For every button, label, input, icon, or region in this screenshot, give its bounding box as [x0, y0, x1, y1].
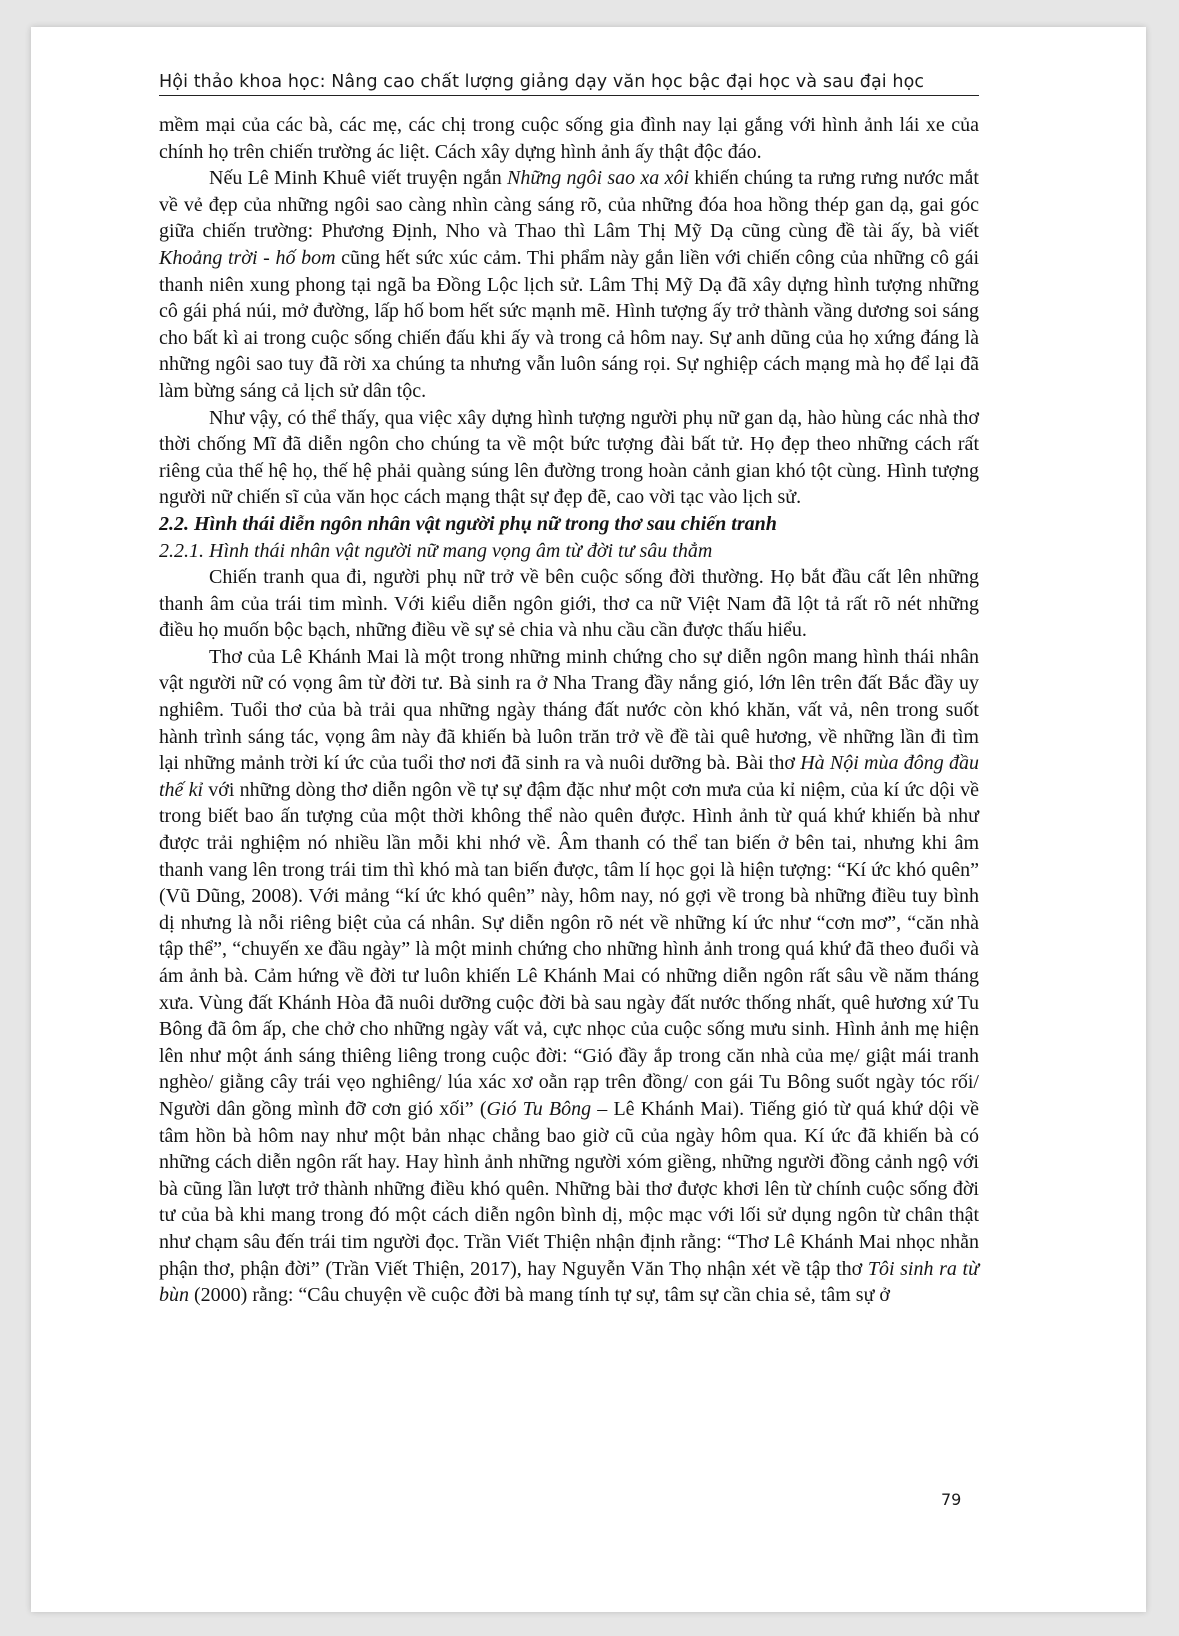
work-title: Những ngôi sao xa xôi	[507, 167, 690, 190]
body-text	[159, 112, 979, 1309]
header-rule	[159, 95, 979, 96]
work-title: Tôi sinh ra từ bùn	[159, 1257, 979, 1307]
work-title: Hà Nội mùa đông đầu thế kỉ	[159, 752, 979, 801]
work-title: Khoảng trời - hố bom	[159, 246, 336, 269]
paragraph-continued: mềm mại của các bà, các mẹ, các chị trong cuộc sống gia đình nay lại gắng với hình ảnh lái xe của chính họ trên chiến trường ác liệt. Cách xây dựng hình ảnh ấy thật độc đáo.	[159, 114, 979, 163]
paragraph-le-khanh-mai: Thơ của Lê Khánh Mai là một trong những minh chứng cho sự diễn ngôn mang hình thái nhân vật người nữ có vọng âm từ đời tư. Bà sinh ra ở Nha Trang đầy nắng gió, lớn lên trên đất Bắc đầy uy nghiêm. Tuổi thơ của bà trải qua những ngày tháng đất nước còn khó khăn, vất vả, nên trong suốt hành trình sáng tác, vọng âm này đã khiến bà luôn trăn trở về đề tài quê hương, về những lần đi tìm lại những mảnh trời kí ức của tuổi thơ nơi đã sinh ra và nuôi dưỡng bà. Bài thơ Hà Nội mùa đông đầu thế kỉ với những dòng thơ diễn ngôn về tự sự đậm đặc như một cơn mưa của kỉ niệm, của kí ức dội về trong biết bao ấn tượng của một thời không thể nào quên được. Hình ảnh từ quá khứ khiến bà như được trải nghiệm nó nhiều lần mỗi khi nhớ về. Âm thanh có thể tan biến ở bên tai, nhưng khi âm thanh vang lên trong trái tim thì khó mà tan biến được, tâm lí học gọi là hiện tượng: “Kí ức khó quên” (Vũ Dũng, 2008). Với mảng “kí ức khó quên” này, hôm nay, nó gợi về trong bà những điều tuy bình dị nhưng là nỗi riêng biệt của cá nhân. Sự diễn ngôn rõ nét về những kí ức như “cơn mơ”, “căn nhà tập thể”, “chuyến xe đầu ngày” là một minh chứng cho những hình ảnh trong quá khứ đã theo đuổi và ám ảnh bà. Cảm hứng về đời tư luôn khiến Lê Khánh Mai có những diễn ngôn rất sâu về năm tháng xưa. Vùng đất Khánh Hòa đã nuôi dưỡng cuộc đời bà sau ngày đất nước thống nhất, quê hương xứ Tu Bông đã ôm ấp, che chở cho những ngày vất vả, cực nhọc của cuộc sống mưu sinh. Hình ảnh mẹ hiện lên như một ánh sáng thiêng liêng trong cuộc đời: “Gió đầy ắp trong căn nhà của mẹ/ giật mái tranh nghèo/ giằng cây trái vẹo nghiêng/ lúa xác xơ oằn rạp trên đồng/ con gái Tu Bông suốt ngày tóc rối/ Người dân gồng mình đỡ cơn gió xối” (Gió Tu Bông – Lê Khánh Mai). Tiếng gió từ quá khứ dội về tâm hồn bà hôm nay như một bản nhạc chẳng bao giờ cũ của ngày hôm qua. Kí ức đã khiến bà có những cách diễn ngôn rất hay. Hay hình ảnh những người xóm giềng, những người đồng cảnh ngộ với bà cũng lần lượt trở thành những điều khó quên. Những bài thơ được khơi lên từ chính cuộc sống đời tư của bà khi mang trong đó một cách diễn ngôn bình dị, mộc mạc với lối sử dụng ngôn từ chân thật như chạm sâu đến trái tim người đọc. Trần Viết Thiện nhận định rằng: “Thơ Lê Khánh Mai nhọc nhằn phận thơ, phận đời” (Trần Viết Thiện, 2017), hay Nguyễn Văn Thọ nhận xét về tập thơ Tôi sinh ra từ bùn (2000) rằng: “Câu chuyện về cuộc đời bà mang tính tự sự, tâm sự cần chia sẻ, tâm sự ở	[159, 645, 979, 1307]
work-title: Gió Tu Bông	[486, 1097, 592, 1120]
subsection-heading: 2.2.1. Hình thái nhân vật người nữ mang vọng âm từ đời tư sâu thẳm	[159, 539, 713, 562]
paragraph-conclusion: Như vậy, có thể thấy, qua việc xây dựng hình tượng người phụ nữ gan dạ, hào hùng các nhà thơ thời chống Mĩ đã diễn ngôn cho chúng ta về một bức tượng đài bất tử. Họ đẹp theo những cách rất riêng của thế hệ họ, thế hệ phải quàng súng lên đường trong hoàn cảnh gian khó tột cùng. Hình tượng người nữ chiến sĩ của văn học cách mạng thật sự đẹp đẽ, cao vời tạc vào lịch sử.	[159, 406, 979, 509]
section-heading: 2.2. Hình thái diễn ngôn nhân vật người phụ nữ trong thơ sau chiến tranh	[159, 512, 777, 535]
paragraph-le-minh-khue: Nếu Lê Minh Khuê viết truyện ngắn Những ngôi sao xa xôi khiến chúng ta rưng rưng nước mắt về vẻ đẹp của những ngôi sao càng nhìn càng sáng rõ, của những đóa hoa hồng thép gan dạ, gai góc giữa chiến trường: Phương Định, Nho và Thao thì Lâm Thị Mỹ Dạ cũng cùng đề tài ấy, bà viết Khoảng trời - hố bom cũng hết sức xúc cảm. Thi phẩm này gắn liền với chiến công của những cô gái thanh niên xung phong tại ngã ba Đồng Lộc lịch sử. Lâm Thị Mỹ Dạ đã xây dựng hình tượng những cô gái phá núi, mở đường, lấp hố bom hết sức mạnh mẽ. Hình tượng ấy trở thành vầng dương soi sáng cho bất kì ai trong cuộc sống chiến đấu khi ấy và trong cả hôm nay. Sự anh dũng của họ xứng đáng là những ngôi sao tuy đã rời xa chúng ta nhưng vẫn luôn sáng rọi. Sự nghiệp cách mạng mà họ để lại đã làm bừng sáng cả lịch sử dân tộc.	[159, 167, 980, 402]
page-number: 79	[941, 1490, 962, 1509]
paragraph-postwar: Chiến tranh qua đi, người phụ nữ trở về bên cuộc sống đời thường. Họ bắt đầu cất lên những thanh âm của trái tim mình. Với kiểu diễn ngôn giới, thơ ca nữ Việt Nam đã lột tả rất rõ nét những điều họ muốn bộc bạch, những điều về sự sẻ chia và nhu cầu cần được thấu hiểu.	[159, 566, 979, 642]
running-header: Hội thảo khoa học: Nâng cao chất lượng giảng dạy văn học bậc đại học và sau đại học	[159, 72, 925, 92]
